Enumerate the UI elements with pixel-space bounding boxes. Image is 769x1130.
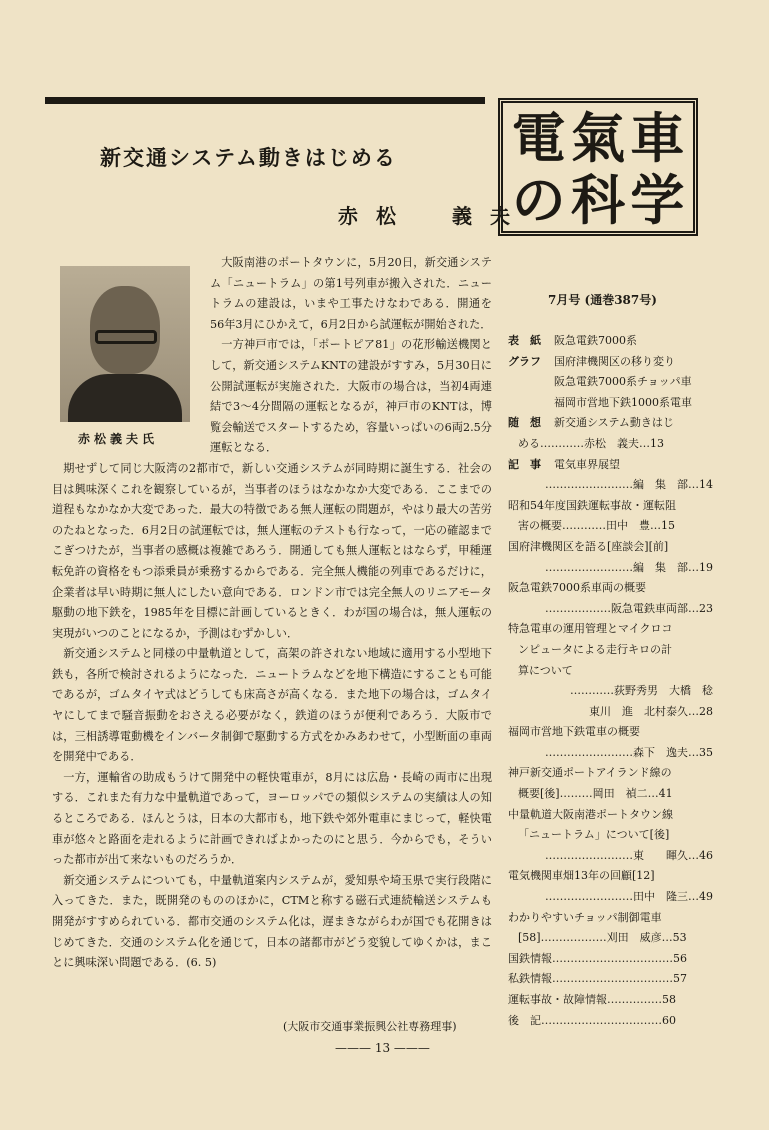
toc-entry xyxy=(508,558,713,579)
toc-entry-text: ……………………編 集 部…19 xyxy=(545,560,713,574)
toc-entry xyxy=(508,743,713,764)
masthead-char: 氣 xyxy=(570,106,625,170)
toc-entry-text: 私鉄情報……………………………57 xyxy=(508,972,687,986)
toc-entry-text: 運転事故・故障情報……………58 xyxy=(508,993,676,1006)
toc-entry xyxy=(508,887,713,908)
toc-entry xyxy=(508,969,713,990)
toc-entry-text: 国鉄情報……………………………56 xyxy=(508,951,687,965)
toc-entry xyxy=(508,516,713,537)
toc-entry-text: 国府津機関区の移り変り xyxy=(554,354,675,368)
toc-section-label: 記 事 xyxy=(508,457,541,471)
toc-entry-text: 福岡市営地下鉄1000系電車 xyxy=(554,395,692,409)
toc-section-label: グラフ xyxy=(508,354,541,368)
toc-entry-text: 特急電車の運用管理とマイクロコ xyxy=(508,622,673,636)
toc-entry-text: 昭和54年度国鉄運転事故・運転阻 xyxy=(508,498,676,512)
toc-entry xyxy=(508,537,713,558)
toc-entry xyxy=(508,846,713,867)
masthead-char: の xyxy=(511,168,566,232)
toc-entry xyxy=(508,578,713,599)
toc-entry-text: 算について xyxy=(518,663,573,677)
toc-entry-text: ンピュータによる走行キロの計 xyxy=(518,642,672,656)
article-author: 赤松 義夫 xyxy=(338,204,528,228)
toc-entry xyxy=(508,599,713,620)
toc-entry xyxy=(508,393,713,414)
toc-entry-text: ……………………東 暉久…46 xyxy=(545,848,713,862)
article-body xyxy=(52,253,492,974)
article-paragraph: 期せずして同じ大阪湾の2都市で，新しい交通システムが同時期に誕生する．社会の目は興味深くこれを観察しているが，当事者のほうはなかなか大変である．ここまでの道程もなかなか大変であった．最大の特徴である無人運転の問題が，やはり最大の苦労のたねとなった．6月2日の試運転では，無人運転のテストも行なって，一応の確認までこぎつけたが，当事者の感概は複雑であろう．開通しても無人運転とはならず，甲種運転免許の資格をもつ添乗員が乗務するからである．完全無人機能の列車であるだけに，企業者は早い時期に無人にしたい意向である．ロンドン市では完全無人のリニアモータ駆動の地下鉄を，1985年を目標に計画しているときく．わが国の場合は，無人運転の実現がいつのことになるか，予測はむずかしい． xyxy=(52,461,492,640)
toc-entry-text: 後 記……………………………60 xyxy=(508,1013,676,1027)
toc-entry xyxy=(508,1011,713,1032)
toc-entry xyxy=(508,908,713,929)
toc-entry xyxy=(508,825,713,846)
toc-entry xyxy=(508,496,713,517)
toc-entry xyxy=(508,455,713,476)
toc-entry xyxy=(508,763,713,784)
masthead-logo xyxy=(498,98,698,236)
toc-entry-text: 国府津機関区を語る[座談会][前] xyxy=(508,539,669,553)
masthead-char: 車 xyxy=(630,106,685,170)
toc-entry-text: ……………………森下 逸夫…35 xyxy=(545,745,713,759)
toc-entry-text: 害の概要…………田中 豊…15 xyxy=(518,519,675,533)
toc-entry-text: わかりやすいチョッパ制御電車 xyxy=(508,910,662,924)
toc-entry xyxy=(508,413,713,434)
toc-entry-text: 福岡市営地下鉄電車の概要 xyxy=(508,725,640,739)
toc-entry-text: ………………阪急電鉄車両部…23 xyxy=(545,601,713,615)
masthead-char: 電 xyxy=(511,106,566,170)
table-of-contents xyxy=(508,331,713,1031)
toc-entry-text: める…………赤松 義夫…13 xyxy=(518,436,664,450)
toc-entry-text: 新交通システム動きはじ xyxy=(554,416,674,430)
top-rule xyxy=(45,97,485,104)
toc-entry-text: 阪急電鉄7000系車両の概要 xyxy=(508,581,646,595)
toc-section-label: 表 紙 xyxy=(508,334,541,347)
toc-entry xyxy=(508,475,713,496)
page-number: ——— 13 ——— xyxy=(335,1041,430,1055)
toc-entry xyxy=(508,702,713,723)
toc-entry xyxy=(508,928,713,949)
article-paragraph: 新交通システムについても，中量軌道案内システムが，愛知県や埼玉県で実行段階に入ってきた．また，既開発のもののほかに，CTMと称する磁石式連続輸送システムも開発がすすめられている．都市交通のシステム化は，遅まきながらわが国でも花開きはじめてきた．交通のシステム化を通じて，日本の諸都市がどう変貌してゆくかは，まことに興味深い問題である．(6. 5) xyxy=(52,873,492,970)
toc-entry xyxy=(508,681,713,702)
toc-entry xyxy=(508,640,713,661)
toc-entry-text: 概要[後]………岡田 禎二…41 xyxy=(518,787,673,801)
article-paragraph: 大阪南港のポートタウンに，5月20日，新交通システム「ニュートラム」の第1号列車が搬入された．ニュートラムの建設は，いまや工事たけなわである．開通を56年3月にひかえて，6月2日から試運転が開始された． xyxy=(210,256,492,331)
article-title: 新交通システム動きはじめる xyxy=(100,145,397,170)
toc-entry-text: [58]………………刈田 威彦…53 xyxy=(518,931,687,945)
toc-entry-text: 阪急電鉄7000系チョッパ車 xyxy=(554,375,692,389)
toc-entry-text: 中量軌道大阪南港ポートタウン線 xyxy=(508,807,673,821)
toc-entry-text: 神戸新交通ポートアイランド線の xyxy=(508,766,672,780)
toc-entry-text: 電気車界展望 xyxy=(554,457,620,471)
toc-entry-text: 「ニュートラム」について[後] xyxy=(518,828,670,842)
article-paragraph: 新交通システムと同様の中量軌道として，高架の許されない地域に適用する小型地下鉄も，各所で検討されるようになった．ニュートラムなどを地下構造にすることも可能であるが，ゴムタイヤ式はどうしても床高さが高くなる．また地下の場合は，ゴムタイヤにしてまで騒音振動をおさえる必要がなく，鉄道のほうが便利であろう．大阪市では，三相誘導電動機をインバータ制御で駆動する方式をかみあわせて，小型断面の車両を開発中である． xyxy=(52,647,492,764)
toc-entry xyxy=(508,949,713,970)
article-paragraph: 一方神戸市では，「ポートピア81」の花形輸送機関として，新交通システムKNTの建設がすすみ，5月30日に公開試運転が実施された．大阪市の場合は，当初4両連結で3～4分間隔の運転となるが，神戸市のKNTは，博覧会輸送でスタートするため，容量いっぱいの6両2.5分運転となる． xyxy=(210,338,492,455)
toc-entry xyxy=(508,331,713,352)
toc-entry-text: 電気機関車畑13年の回顧[12] xyxy=(508,869,655,883)
toc-entry xyxy=(508,352,713,373)
toc-entry-text: …………荻野秀男 大橋 稔 xyxy=(570,684,713,698)
issue-number: 7月号 (通巻387号) xyxy=(548,293,657,307)
photo-caption: 赤松義夫氏 xyxy=(78,432,159,446)
toc-entry xyxy=(508,805,713,826)
article-paragraph: 一方，運輸省の助成もうけて開発中の軽快電車が，8月には広島・長崎の両市に出現する．これまた有力な中量軌道であって，ヨーロッパでの類似システムの実績は人の知るところである．ほんとうは，日本の大都市も，地下鉄や郊外電車にまじって，軽快電車が悠々と路面を走れるように計画できればよかったのにと思う．今からでも，そういった都市が出て来ないものだろうか． xyxy=(52,770,492,867)
masthead-char: 科 xyxy=(570,168,625,232)
toc-entry xyxy=(508,990,713,1011)
toc-entry-text: ……………………編 集 部…14 xyxy=(545,478,713,492)
toc-entry xyxy=(508,434,713,455)
toc-entry-text: ……………………田中 隆三…49 xyxy=(545,890,713,904)
toc-entry xyxy=(508,619,713,640)
toc-entry xyxy=(508,372,713,393)
toc-entry xyxy=(508,722,713,743)
masthead-char: 学 xyxy=(630,168,685,232)
author-affiliation: (大阪市交通事業振興公社専務理事) xyxy=(283,1020,457,1033)
toc-entry xyxy=(508,866,713,887)
toc-entry xyxy=(508,661,713,682)
toc-entry-text: 東川 進 北村泰久…28 xyxy=(589,704,713,718)
toc-entry-text: 阪急電鉄7000系 xyxy=(554,334,637,347)
toc-entry xyxy=(508,784,713,805)
toc-section-label: 随 想 xyxy=(508,416,541,430)
